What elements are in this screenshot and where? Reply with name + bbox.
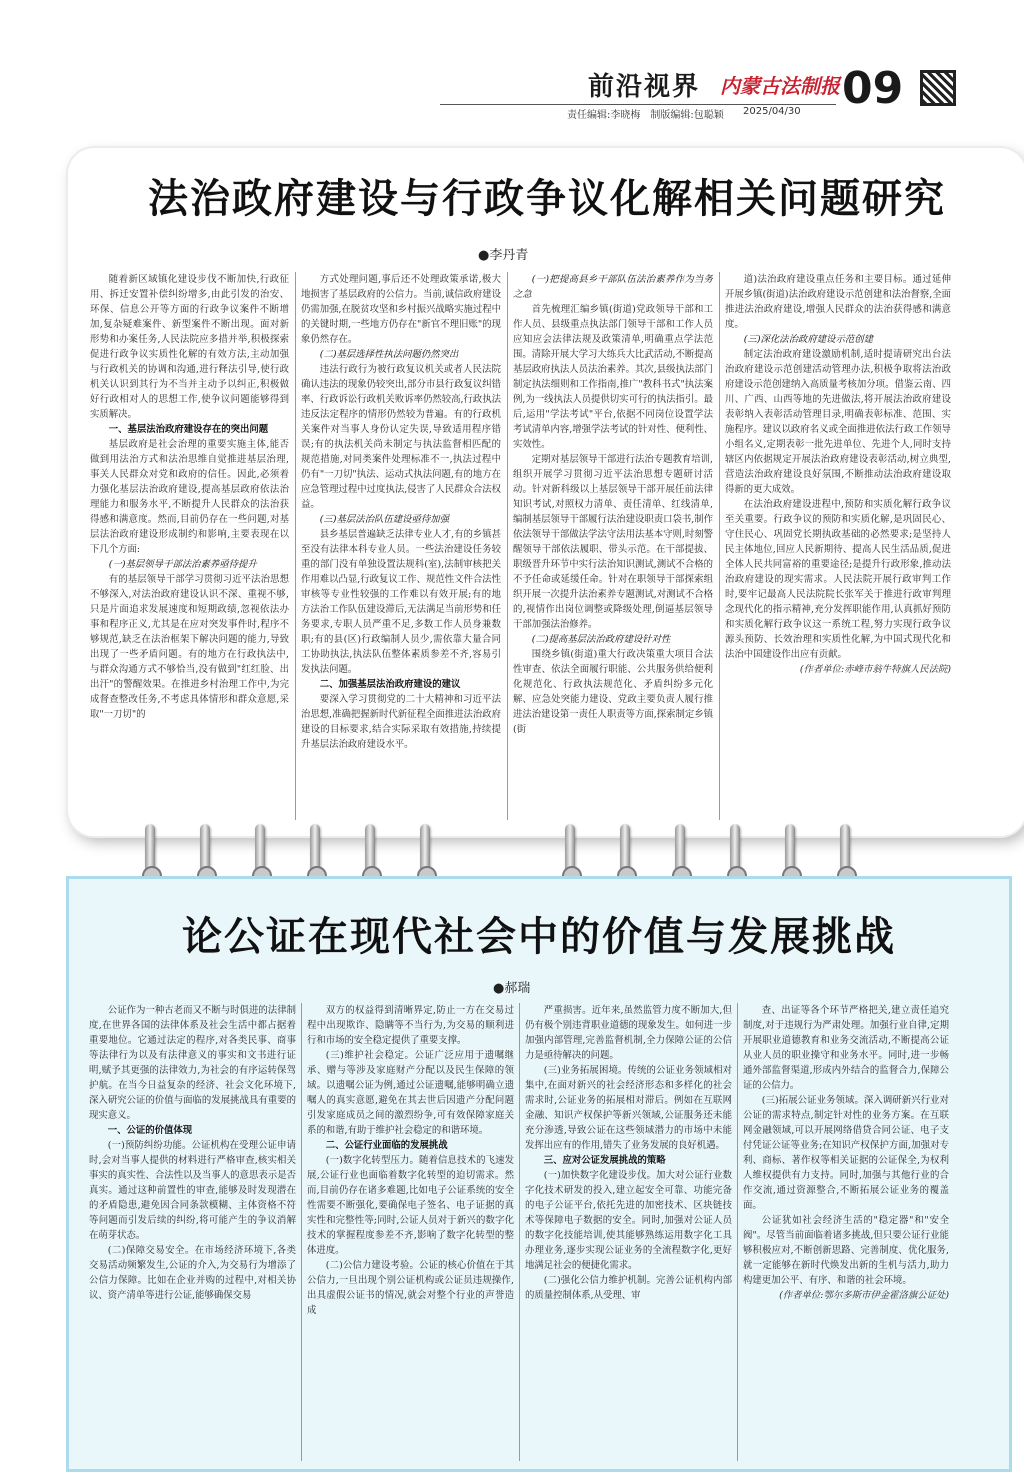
paragraph: 在法治政府建设进程中,预防和实质化解行政争议至关重要。行政争议的预防和实质化解,是巩固民心、守住民心、巩固党长期执政基础的必然要求;是坚持人民主体地位,回应人民新期待、提高人民生活品质,促进全体人民共同富裕的重要途径;是提升行政形象,推动法治政府建设的现实需求。人民法院开展行政审判工作时,要牢记最高人民法院院长张军关于推进行政审判理念现代化的指示精神,充分发挥职能作用,认真抓好预防和实质化解行政争议这一系统工程,努力实现行政争议源头预防、长效治理和实质性化解,为中国式现代化和法治中国建设作出应有贡献。 <box>725 499 951 660</box>
section-heading: 一、公证的价值体现 <box>107 1125 193 1136</box>
author-affiliation: (作者单位:鄂尔多斯市伊金霍洛旗公证处) <box>779 1290 949 1301</box>
article-1-column-4 <box>725 272 951 820</box>
article-1-column-2 <box>301 272 501 820</box>
newspaper-masthead: 内蒙古法制报 <box>720 74 840 98</box>
binder-ring-icon <box>620 824 630 882</box>
binder-ring-icon <box>730 824 740 882</box>
article-card-2 <box>66 876 1012 1472</box>
section-heading: 一、基层法治政府建设存在的突出问题 <box>108 424 269 435</box>
binder-ring-icon <box>255 824 265 882</box>
article-1-column-3 <box>513 272 713 820</box>
article-1-author: ●李丹青 <box>478 248 529 263</box>
column-divider <box>519 1003 520 1461</box>
paragraph: 随着新区域镇化建设步伐不断加快,行政征用、拆迁安置补偿纠纷增多,由此引发的治安、环保、信息公开等方面的行政争议案件不断增加,复杂疑难案件、新型案件不断出现。面对新形势和办案任务,人民法院应多措并举,积极探索促进行政争议实质性化解的有效方法,主动加强与行政机关的协调和沟通,进行释法引导,使行政机关认识到其行为不当并主动予以纠正,积极做好行政相对人的思想工作,使争议问题能够得到实质解决。 <box>90 274 289 420</box>
article-2-title: 论公证在现代社会中的价值与发展挑战 <box>182 913 896 960</box>
article-2-author: ●郝瑞 <box>493 981 531 996</box>
paragraph: (三)维护社会稳定。公证广泛应用于遗嘱继承、赠与等涉及家庭财产分配以及民生保障的领域。以遗嘱公证为例,通过公证遗嘱,能够明确立遗嘱人的真实意愿,避免在其去世后因遗产分配问题引发家庭成员之间的激烈纷争,可有效保障家庭关系的和谐,有助于维护社会稳定的和谐环境。 <box>307 1050 514 1136</box>
paragraph: (一)预防纠纷功能。公证机构在受理公证申请时,会对当事人提供的材料进行严格审查,核实相关事实的真实性、合法性以及当事人的意思表示是否真实。通过这种前置性的审查,能够及时发现潜在的矛盾隐患,避免因合同条款模糊、主体资格不符等问题而引发后续的纠纷,将可能产生的争议消解在萌芽状态。 <box>89 1140 296 1241</box>
paragraph: (一)数字化转型压力。随着信息技术的飞速发展,公证行业也面临着数字化转型的迫切需求。然而,目前仍存在诸多难题,比如电子公证系统的安全性需要不断强化,要确保电子签名、电子证据的真实性和完整性等;同时,公证人员对于新兴的数字化技术的掌握程度参差不齐,影响了数字化转型的整体进度。 <box>307 1155 514 1256</box>
page-header <box>0 0 1024 130</box>
binder-ring-icon <box>310 824 320 882</box>
binder-ring-icon <box>565 824 575 882</box>
paragraph: (二)强化公信力维护机制。完善公证机构内部的质量控制体系,从受理、审 <box>525 1275 732 1301</box>
author-affiliation: (作者单位:赤峰市翁牛特旗人民法院) <box>799 664 951 675</box>
paragraph: 双方的权益得到清晰界定,防止一方在交易过程中出现欺诈、隐瞒等不当行为,为交易的顺利进行和市场的安全稳定提供了重要支撑。 <box>307 1005 514 1046</box>
binder-ring-icon <box>675 824 685 882</box>
article-1-title: 法治政府建设与行政争议化解相关问题研究 <box>148 175 946 222</box>
subsection-heading: (一)把提高县乡干部队伍法治素养作为当务之急 <box>513 274 713 300</box>
paragraph: (三)拓展公证业务领域。深入调研新兴行业对公证的需求特点,制定针对性的业务方案。在互联网金融领域,可以开展网络借贷合同公证、电子支付凭证公证等业务;在知识产权保护方面,加强对专利、商标、著作权等相关证据的公证保全,为权利人维权提供有力支持。同时,加强与其他行业的合作交流,通过资源整合,不断拓展公证业务的覆盖面。 <box>743 1095 949 1211</box>
article-2-column-4 <box>743 1003 949 1461</box>
binder-ring-icon <box>420 824 430 882</box>
paragraph: 公证犹如社会经济生活的"稳定器"和"安全阀"。尽管当前面临着诸多挑战,但只要公证行业能够积极应对,不断创新思路、完善制度、优化服务,就一定能够在新时代焕发出新的生机与活力,助力构建更加公平、有序、和谐的社会环境。 <box>743 1215 949 1286</box>
subsection-heading: (三)深化法治政府建设示范创建 <box>743 334 873 345</box>
editor-credits: 责任编辑:李晓梅 制版编辑:包聪颖 <box>567 110 724 121</box>
paragraph: 要深入学习贯彻党的二十大精神和习近平法治思想,准确把握新时代新征程全面推进法治政府建设的目标要求,结合实际采取有效措施,持续提升基层法治政府建设水平。 <box>301 694 501 750</box>
column-divider <box>295 272 296 820</box>
article-2-column-2 <box>307 1003 514 1461</box>
paragraph: (一)加快数字化建设步伐。加大对公证行业数字化技术研发的投入,建立起安全可靠、功能完备的电子公证平台,依托先进的加密技术、区块链技术等保障电子数据的安全。同时,加强对公证人员的数字化技能培训,使其能够熟练运用数字化工具办理业务,逐步实现公证业务的全流程数字化,更好地满足社会的便捷化需求。 <box>525 1170 732 1271</box>
article-2-column-3 <box>525 1003 732 1461</box>
binder-ring-icon <box>200 824 210 882</box>
section-heading: 三、应对公证发展挑战的策略 <box>543 1155 666 1166</box>
binder-ring-icon <box>365 824 375 882</box>
paragraph: 围绕乡镇(街道)重大行政决策重大项目合法性审查、依法全面履行职能、公共服务供给便利化规范化、行政执法规范化、矛盾纠纷多元化解、应急处突能力建设、党政主要负责人履行推进法治建设第一责任人职责等方面,探索制定乡镇(街 <box>513 649 713 735</box>
paragraph: 公证作为一种古老而又不断与时俱进的法律制度,在世界各国的法律体系及社会生活中都占据着重要地位。它通过法定的程序,对各类民事、商事等法律行为以及有法律意义的事实和文书进行证明,赋予其更强的法律效力,为社会的有序运转保驾护航。在当今日益复杂的经济、社会文化环境下,深入研究公证的价值与面临的发展挑战具有重要的现实意义。 <box>89 1005 296 1121</box>
column-divider <box>301 1003 302 1461</box>
publication-date: 2025/04/30 <box>743 106 801 117</box>
subsection-heading: (二)基层选择性执法问题仍然突出 <box>319 349 459 360</box>
paragraph: 查、出证等各个环节严格把关,建立责任追究制度,对于违规行为严肃处理。加强行业自律,定期开展职业道德教育和业务交流活动,不断提高公证从业人员的职业操守和业务水平。同时,进一步畅通外部监督渠道,形成内外结合的监督合力,保障公证的公信力。 <box>743 1005 949 1091</box>
paragraph: (三)业务拓展困境。传统的公证业务领域相对集中,在面对新兴的社会经济形态和多样化的社会需求时,公证业务的拓展相对滞后。例如在互联网金融、知识产权保护等新兴领域,公证服务还未能充分渗透,导致公证在这些领域潜力的市场中未能发挥出应有的作用,错失了业务发展的良好机遇。 <box>525 1065 732 1151</box>
paragraph: 县乡基层普遍缺乏法律专业人才,有的乡镇甚至没有法律本科专业人员。一些法治建设任务较重的部门没有单独设置法规科(室),法制审核把关作用难以凸显,行政复议工作、规范性文件合法性审核等专业性较强的工作难以有效开展;有的地方法治工作队伍建设滞后,无法满足当前形势和任务要求,专职人员严重不足,多数工作人员身兼数职;有的县(区)行政编制人员少,需依靠大量合同工协助执法,执法队伍整体素质参差不齐,容易引发执法问题。 <box>301 529 501 675</box>
binder-ring-icon <box>840 824 850 882</box>
paragraph: 道)法治政府建设重点任务和主要目标。通过延伸开展乡镇(街道)法治政府建设示范创建和法治督察,全面推进法治政府建设,增强人民群众的法治获得感和满意度。 <box>725 274 951 330</box>
paragraph: (二)保障交易安全。在市场经济环境下,各类交易活动频繁发生,公证的介入,为交易行为增添了公信力保障。比如在企业并购的过程中,对相关协议、资产清单等进行公证,能够确保交易 <box>89 1245 296 1301</box>
paragraph: 首先梳理汇编乡镇(街道)党政领导干部和工作人员、县级重点执法部门领导干部和工作人员应知应会法律法规及政策清单,明确重点学法范围。清除开展大学习大练兵大比武活动,不断提高基层政府执法人员法治素养。其次,县级执法部门制定执法细则和工作指南,推广"教科书式"执法案例,为一线执法人员提供切实可行的执法指引。最后,运用"学法考试"平台,依据不同岗位设置学法考试清单内容,增强学法考试的针对性、便利性、实效性。 <box>513 304 713 450</box>
column-divider <box>719 272 720 820</box>
section-heading: 二、公证行业面临的发展挑战 <box>325 1140 448 1151</box>
paragraph: 有的基层领导干部学习贯彻习近平法治思想不够深入,对法治政府建设认识不深、重视不够,只是片面追求发展速度和短期政绩,忽视依法办事和程序正义,尤其是在应对突发事件时,程序不够规范,缺乏在法治框架下解决问题的能力,导致出现了一些矛盾问题。有的地方在行政执法中,与群众沟通方式不够恰当,没有做到"红红脸、出出汗"的警醒效果。在推进乡村治理工作中,为完成督查整改任务,不考虑具体情形和群众意愿,采取"一刀切"的 <box>90 574 289 720</box>
binder-ring-icon <box>145 824 155 882</box>
article-2-column-1 <box>89 1003 296 1461</box>
paragraph: 方式处理问题,事后还不处理政策承诺,极大地损害了基层政府的公信力。当前,诚信政府建设仍需加强,在脱贫攻坚和乡村振兴战略实施过程中的关键时期,一些地方仍存在"新官不理旧账"的现象仍然存在。 <box>301 274 501 345</box>
article-1-column-1 <box>90 272 289 820</box>
column-divider <box>507 272 508 820</box>
paragraph: 制定法治政府建设激励机制,适时提请研究出台法治政府建设示范创建活动管理办法,积极争取将法治政府建设示范创建纳入高质量考核加分项。借鉴云南、四川、广西、山西等地的先进做法,将开展法治政府建设表彰纳入表彰活动管理目录,明确表彰标准、范围、实施程序。建议以政府名义或全面推进依法行政工作领导小组名义,定期表彰一批先进单位、先进个人,同时支持辖区内依据规定开展法治政府建设表彰活动,树立典型,营造法治政府建设良好氛围,不断推动法治政府建设取得新的更大成效。 <box>725 349 951 495</box>
qr-code-icon <box>920 70 956 106</box>
binder-ring-icon <box>785 824 795 882</box>
section-name: 前沿视界 <box>588 72 701 102</box>
column-divider <box>737 1003 738 1461</box>
article-card-1 <box>68 148 1024 836</box>
paragraph: (二)公信力建设考验。公证的核心价值在于其公信力,一旦出现个别公证机构或公证员违规操作,出具虚假公证书的情况,就会对整个行业的声誉造成 <box>307 1260 514 1316</box>
page-number: 09 <box>842 63 904 114</box>
subsection-heading: (二)提高基层法治政府建设针对性 <box>531 634 671 645</box>
subsection-heading: (三)基层法治队伍建设亟待加强 <box>319 514 449 525</box>
paragraph: 严重损害。近年来,虽然监管力度不断加大,但仍有极个别违背职业道德的现象发生。如何进一步加强内部管理,完善监督机制,全力保障公证的公信力是亟待解决的问题。 <box>525 1005 732 1061</box>
paragraph: 违法行政行为被行政复议机关或者人民法院确认违法的现象仍较突出,部分市县行政复议纠错率、行政诉讼行政机关败诉率仍然较高,行政执法违反法定程序的情形仍然较为普遍。有的行政机关案件对当事人身份认定失误,导致适用程序错误;有的执法机关尚未制定与执法监督相匹配的规范措施,对同类案件处理标准不一,执法过程中仍有"一刀切"执法、运动式执法问题,有的地方在应急管理过程中过度执法,侵害了人民群众合法权益。 <box>301 364 501 510</box>
paragraph: 基层政府是社会治理的重要实施主体,能否做到用法治方式和法治思维自觉推进基层治理,事关人民群众对党和政府的信任。因此,必须着力强化基层法治政府建设,提高基层政府依法治理能力和服务水平,不断提升人民群众的法治获得感和满意度。然而,目前仍存在一些问题,对基层法治政府建设形成制约和影响,主要表现在以下几个方面: <box>90 439 289 555</box>
header-divider <box>440 104 836 105</box>
paragraph: 定期对基层领导干部进行法治专题教育培训,组织开展学习贯彻习近平法治思想专题研讨活动。针对新科级以上基层领导干部开展任前法律知识考试,对照权力清单、责任清单、红线清单,编制基层领导干部履行法治建设职责口袋书,制作依法领导干部做法学法守法用法基本守则,时刻警醒领导干部依法履职、带头示范。在干部提拔、职级晋升环节中实行法治知识测试,测试不合格的不予任命或延缓任命。针对在职领导干部探索组织开展一次提升法治素养专题测试,对测试不合格的,视情作出岗位调整或降级处理,倒逼基层领导干部加强法治修养。 <box>513 454 713 630</box>
subsection-heading: (一)基层领导干部法治素养亟待提升 <box>108 559 257 570</box>
section-heading: 二、加强基层法治政府建设的建议 <box>319 679 461 690</box>
